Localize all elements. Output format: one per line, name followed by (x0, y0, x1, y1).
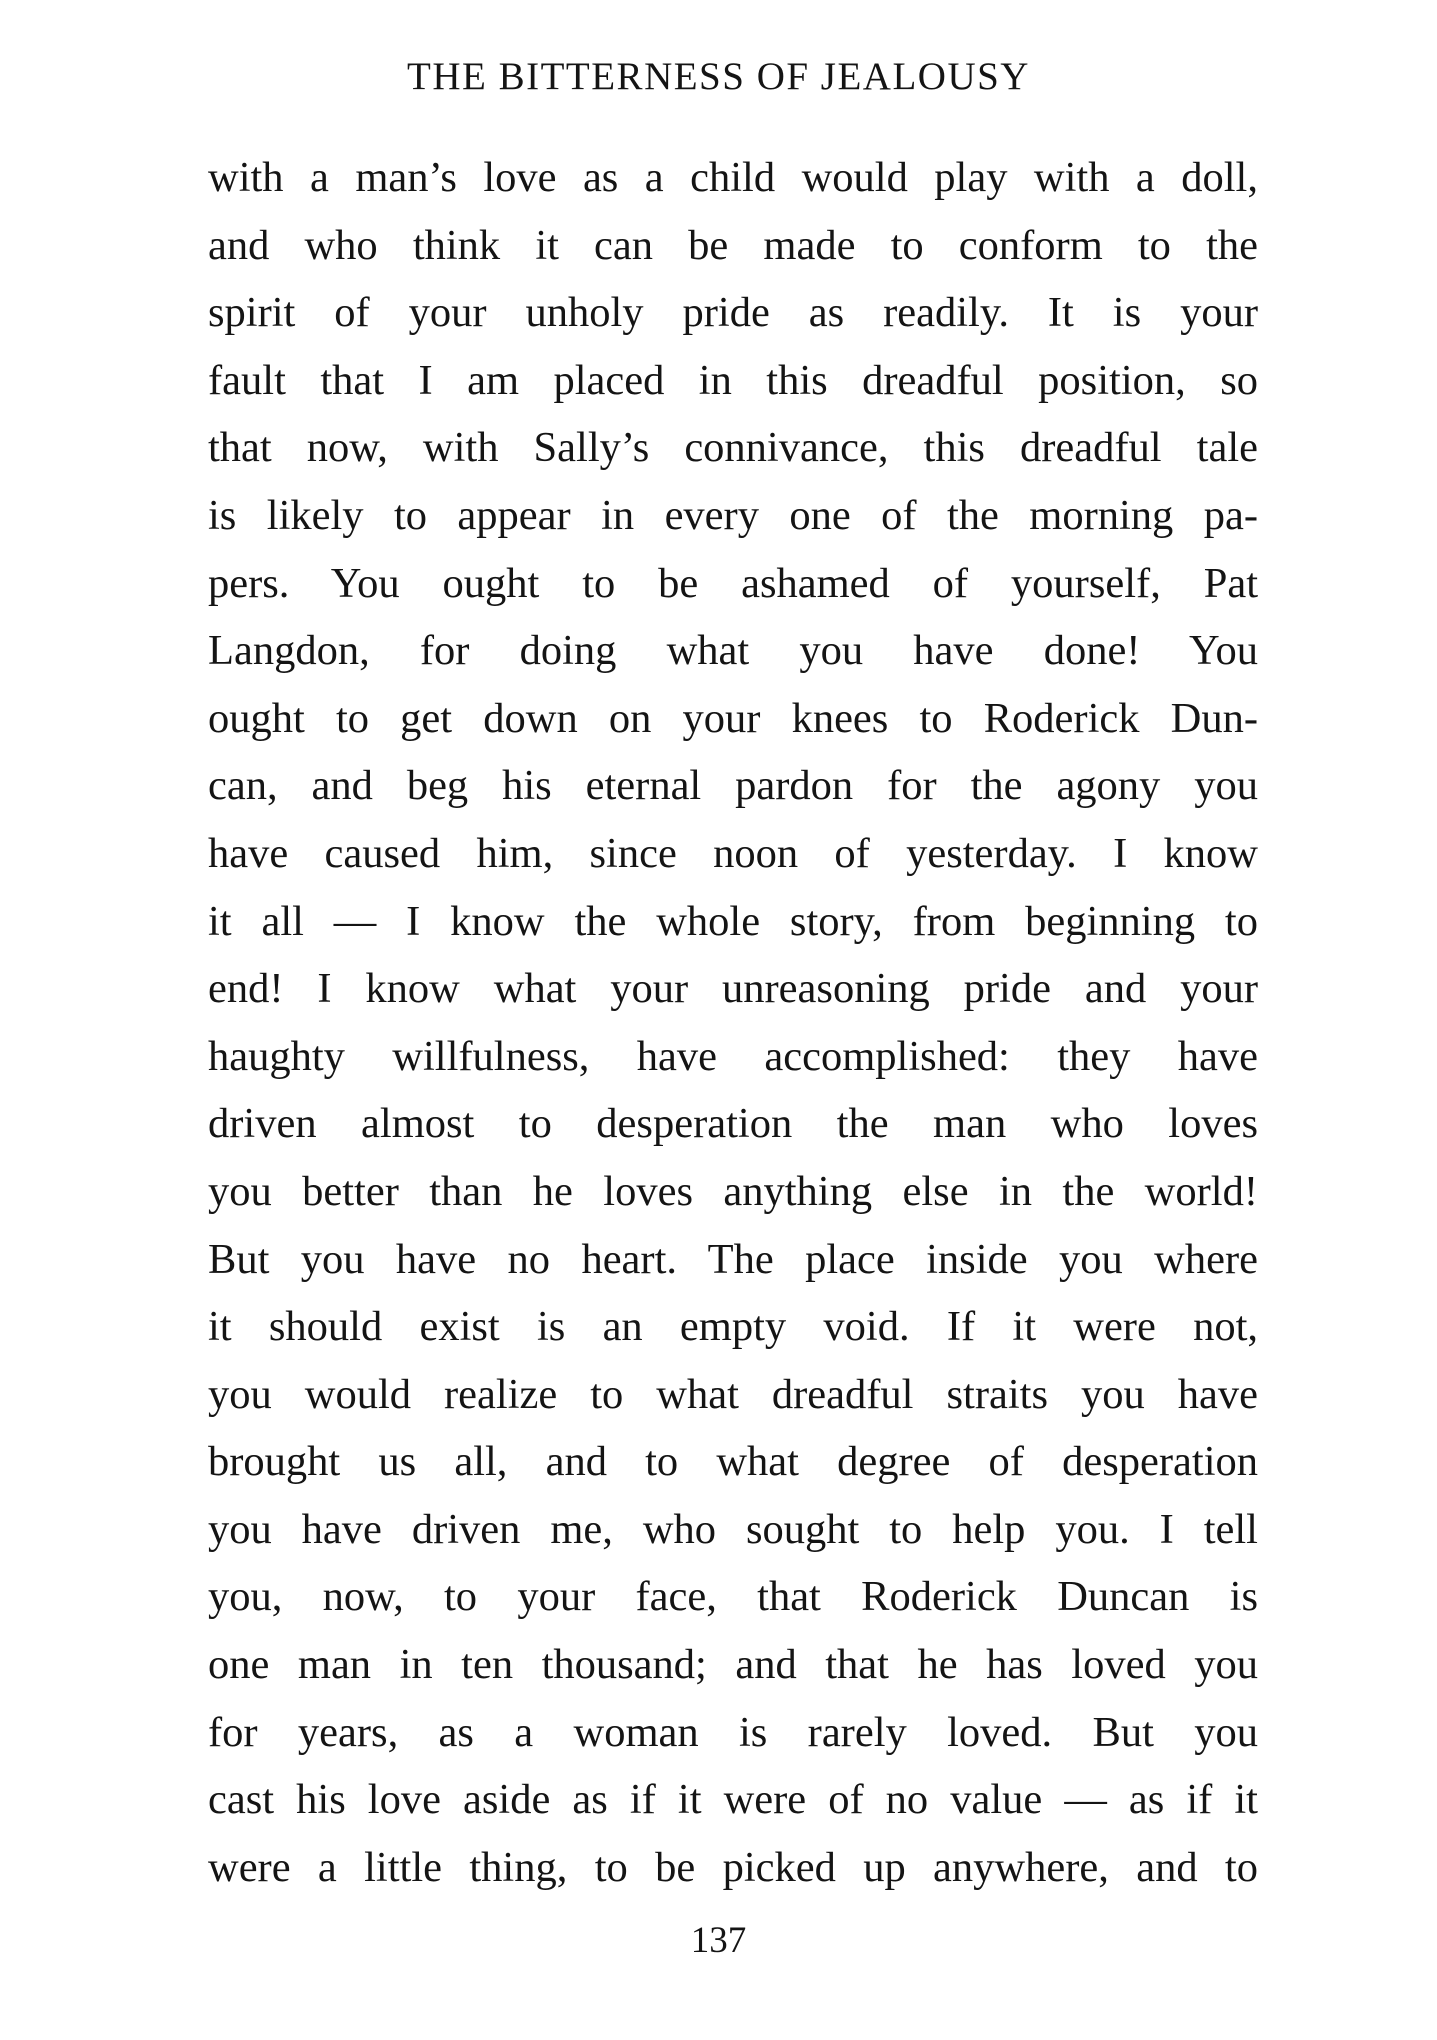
text-line: spirit of your unholy pride as readily. It is your (208, 289, 1258, 337)
text-line: can, and beg his eternal pardon for the agony you (208, 762, 1258, 810)
text-line: you better than he loves anything else in the world! (208, 1167, 1258, 1215)
text-line: you, now, to your face, that Roderick Duncan is (208, 1573, 1258, 1621)
text-line: for years, as a woman is rarely loved. But you (208, 1708, 1258, 1756)
text-line: and who think it can be made to conform to the (208, 221, 1258, 269)
text-line: have caused him, since noon of yesterday. I know (208, 829, 1258, 877)
text-line: you would realize to what dreadful straits you have (208, 1370, 1258, 1418)
text-line: is likely to appear in every one of the morning pa- (208, 491, 1258, 539)
text-line: Langdon, for doing what you have done! You (208, 627, 1258, 675)
text-line: it should exist is an empty void. If it were not, (208, 1303, 1258, 1351)
text-line: ought to get down on your knees to Roderick Dun- (208, 694, 1258, 742)
text-line: brought us all, and to what degree of desperation (208, 1438, 1258, 1486)
text-line: you have driven me, who sought to help you. I tell (208, 1505, 1258, 1553)
text-line: it all — I know the whole story, from beginning to (208, 897, 1258, 945)
text-line: pers. You ought to be ashamed of yourself, Pat (208, 559, 1258, 607)
text-line: fault that I am placed in this dreadful position, so (208, 356, 1258, 404)
text-line: that now, with Sally’s connivance, this dreadful tale (208, 424, 1258, 472)
body-text (208, 144, 1258, 1901)
text-line: with a man’s love as a child would play with a doll, (208, 154, 1258, 201)
text-line: But you have no heart. The place inside you where (208, 1235, 1258, 1283)
text-line: driven almost to desperation the man who loves (208, 1100, 1258, 1148)
text-line: end! I know what your unreasoning pride and your (208, 965, 1258, 1013)
text-line: were a little thing, to be picked up anywhere, and to (208, 1843, 1258, 1891)
text-line: haughty willfulness, have accomplished: they have (208, 1032, 1258, 1080)
text-line: one man in ten thousand; and that he has loved you (208, 1641, 1258, 1689)
running-head: THE BITTERNESS OF JEALOUSY (407, 55, 1030, 98)
page-number: 137 (690, 1920, 747, 1961)
text-line: cast his love aside as if it were of no value — as if it (208, 1776, 1258, 1824)
